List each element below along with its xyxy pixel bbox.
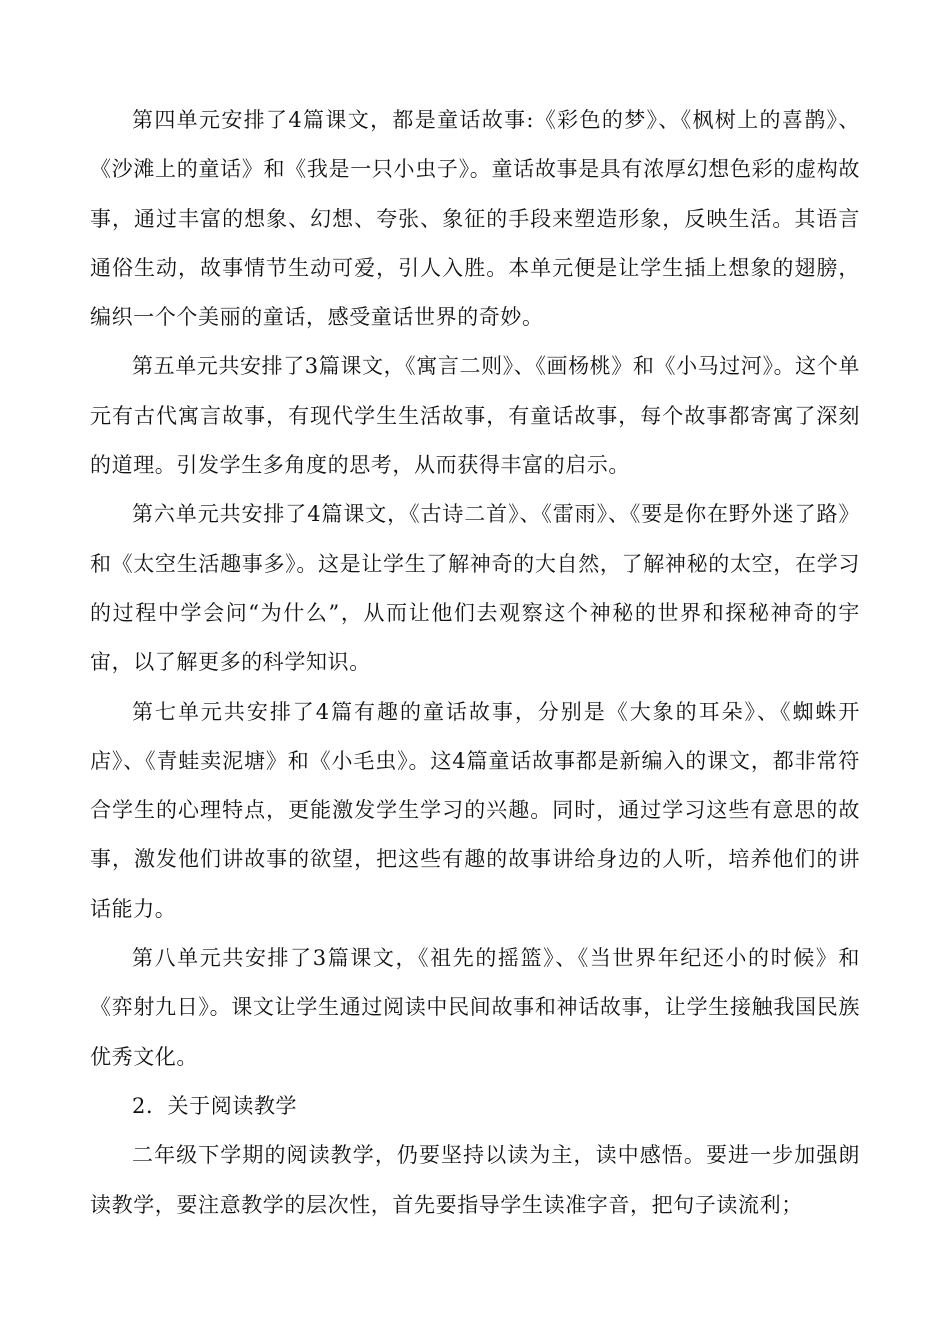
document-page	[90, 96, 860, 1230]
paragraph-reading-teaching: 二年级下学期的阅读教学，仍要坚持以读为主，读中感悟。要进一步加强朗读教学，要注意教学的层次性，首先要指导学生读准字音，把句子读流利；	[90, 1143, 860, 1217]
paragraph-unit-4: 第四单元安排了4篇课文，都是童话故事:《彩色的梦》、《枫树上的喜鹊》、《沙滩上的童话》和《我是一只小虫子》。童话故事是具有浓厚幻想色彩的虚构故事，通过丰富的想象、幻想、夸张、象征的手段来塑造形象，反映生活。其语言通俗生动，故事情节生动可爱，引人入胜。本单元便是让学生插上想象的翅膀，编织一个个美丽的童话，感受童话世界的奇妙。	[90, 108, 860, 330]
paragraph-unit-7: 第七单元共安排了4篇有趣的童话故事，分别是《大象的耳朵》、《蜘蛛开店》、《青蛙卖泥塘》和《小毛虫》。这4篇童话故事都是新编入的课文，都非常符合学生的心理特点，更能激发学生学习的兴趣。同时，通过学习这些有意思的故事，激发他们讲故事的欲望，把这些有趣的故事讲给身边的人听，培养他们的讲话能力。	[90, 699, 860, 921]
paragraph-unit-5: 第五单元共安排了3篇课文，《寓言二则》、《画杨桃》和《小马过河》。这个单元有古代寓言故事，有现代学生生活故事，有童话故事，每个故事都寄寓了深刻的道理。引发学生多角度的思考，从而获得丰富的启示。	[90, 354, 860, 478]
section-heading: 2．关于阅读教学	[132, 1093, 298, 1118]
paragraph-unit-6: 第六单元共安排了4篇课文，《古诗二首》、《雷雨》、《要是你在野外迷了路》和《太空生活趣事多》。这是让学生了解神奇的大自然，了解神秘的太空，在学习的过程中学会问“为什么”，从而让他们去观察这个神秘的世界和探秘神奇的宇宙，以了解更多的科学知识。	[90, 502, 860, 675]
paragraph-unit-8: 第八单元共安排了3篇课文，《祖先的摇篮》、《当世界年纪还小的时候》和《弈射九日》。课文让学生通过阅读中民间故事和神话故事，让学生接触我国民族优秀文化。	[90, 946, 860, 1069]
